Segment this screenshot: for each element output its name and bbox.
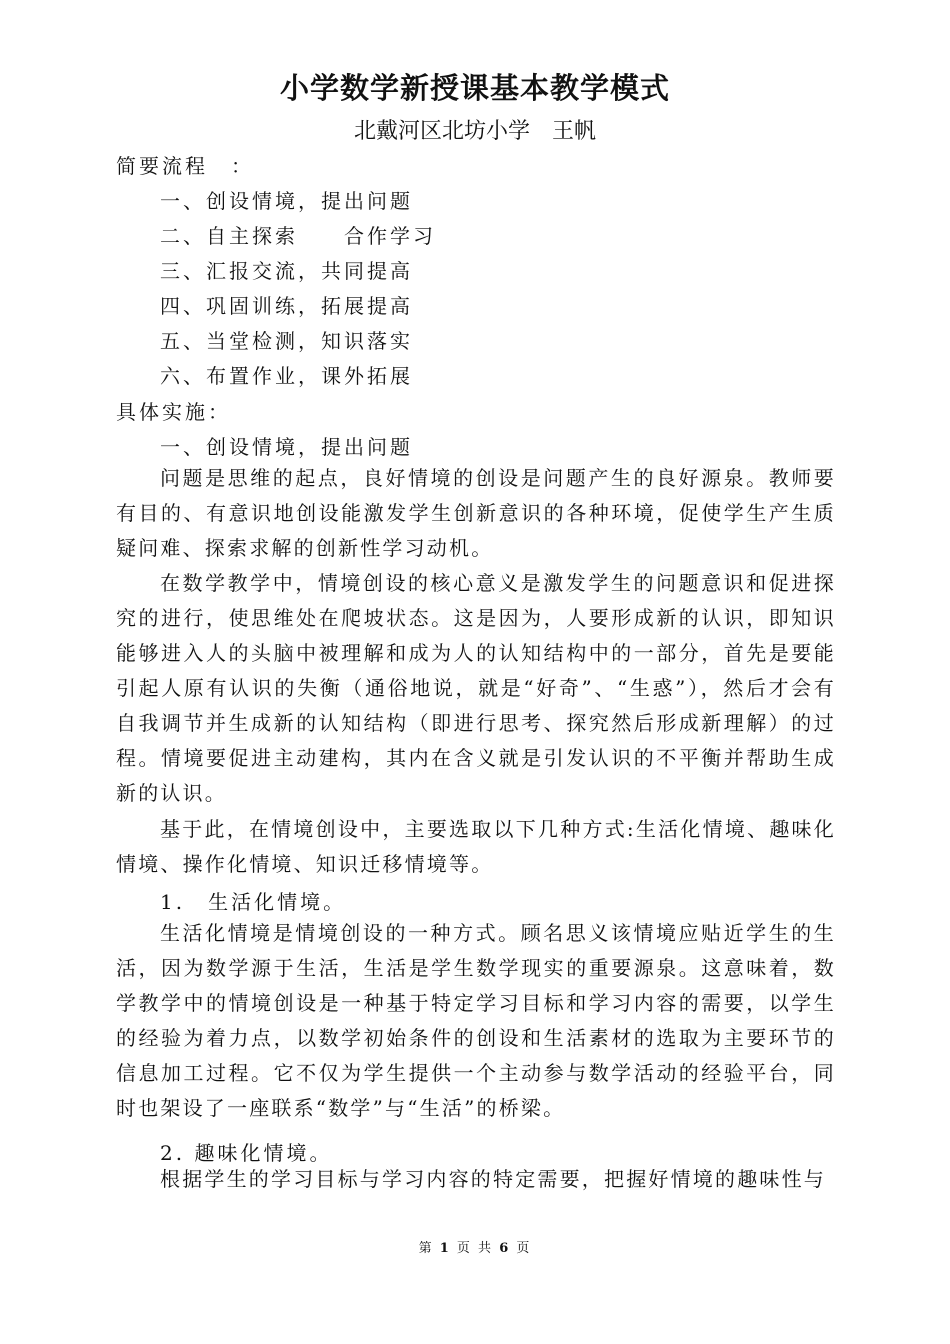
implementation-heading: 具体实施：	[116, 400, 231, 424]
outline-item: 三、汇报交流，共同提高	[160, 259, 413, 283]
footer-suffix: 页	[516, 1241, 532, 1256]
page-footer	[0, 1237, 950, 1256]
subsection-heading: 2. 趣味化情境。	[160, 1141, 333, 1165]
footer-page-number: 1	[439, 1241, 451, 1256]
outline-item: 四、巩固训练，拓展提高	[160, 294, 413, 318]
outline-item: 六、布置作业，课外拓展	[160, 364, 413, 388]
document-author: 北戴河区北坊小学 王帆	[353, 119, 596, 144]
footer-middle: 页 共	[456, 1241, 494, 1256]
outline-item: 二、自主探索 合作学习	[160, 224, 436, 248]
body-paragraph: 在数学教学中，情境创设的核心意义是激发学生的问题意识和促进探究的进行，使思维处在爬坡状态。这是因为，人要形成新的认识，即知识能够进入人的头脑中被理解和成为人的认知结构中的一部分，首先是要能引起人原有认识的失衡（通俗地说，就是“好奇”、“生惑”），然后才会有自我调节并生成新的认知结构（即进行思考、探究然后形成新理解）的过程。情境要促进主动建构，其内在含义就是引发认识的不平衡并帮助生成新的认识。	[116, 571, 836, 805]
outline-item: 一、创设情境，提出问题	[160, 189, 413, 213]
body-paragraph: 基于此，在情境创设中，主要选取以下几种方式:生活化情境、趣味化情境、操作化情境、知识迁移情境等。	[116, 817, 836, 876]
body-paragraph: 生活化情境是情境创设的一种方式。顾名思义该情境应贴近学生的生活，因为数学源于生活，生活是学生数学现实的重要源泉。这意味着，数学教学中的情境创设是一种基于特定学习目标和学习内容的需要，以学生的经验为着力点，以数学初始条件的创设和生活素材的选取为主要环节的信息加工过程。它不仅为学生提供一个主动参与数学活动的经验平台，同时也架设了一座联系“数学”与“生活”的桥梁。	[116, 921, 836, 1120]
outline-heading: 简要流程 ：	[116, 154, 254, 178]
footer-prefix: 第	[418, 1241, 434, 1256]
body-paragraph: 根据学生的学习目标与学习内容的特定需要，把握好情境的趣味性与	[160, 1167, 826, 1191]
footer-page-total: 6	[499, 1241, 511, 1256]
outline-item: 五、当堂检测，知识落实	[160, 329, 413, 353]
body-paragraph: 问题是思维的起点，良好情境的创设是问题产生的良好源泉。教师要有目的、有意识地创设能激发学生创新意识的各种环境，促使学生产生质疑问难、探索求解的创新性学习动机。	[116, 466, 836, 560]
document-title: 小学数学新授课基本教学模式	[279, 71, 670, 105]
subsection-heading: 1. 生活化情境。	[160, 890, 347, 914]
section-heading: 一、创设情境，提出问题	[160, 435, 413, 459]
